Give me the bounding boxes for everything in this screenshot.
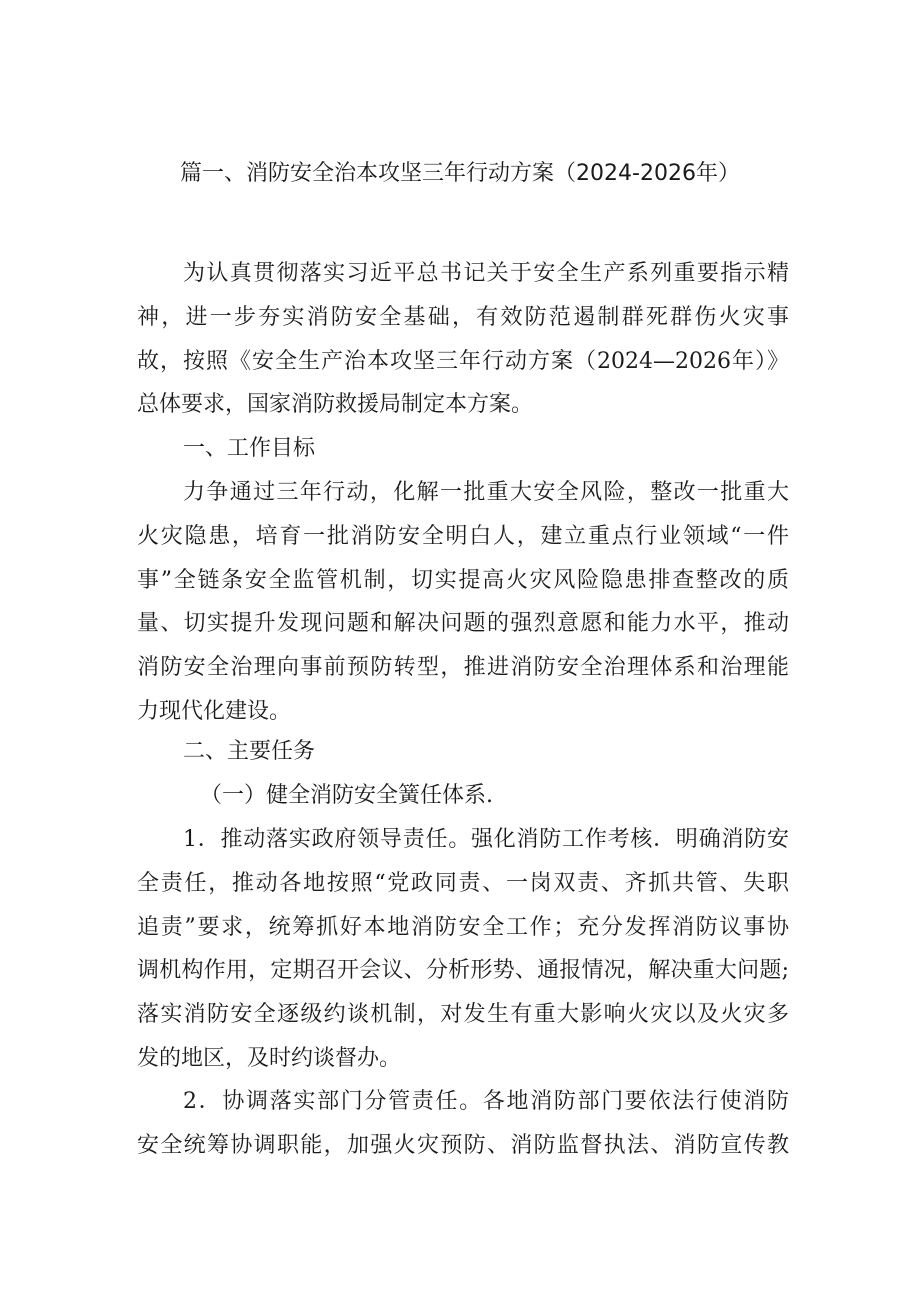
goals-paragraph [137, 471, 789, 734]
intro-line: 总体要求，国家消防救援局制定本方案。 [137, 392, 534, 418]
intro-line: 为认真贯彻落实习近平总书记关于安全生产系列重要指示精 [183, 261, 789, 286]
goals-line: 事”全链条安全监管机制，切实提高火灾风险隐患排查整改的质 [137, 567, 789, 593]
item2-line: 2．协调落实部门分管责任。各地消防部门要依法行使消防 [183, 1089, 789, 1114]
item1-line: 发的地区，及时约谈督办。 [137, 1045, 402, 1071]
item1-line: 全责任，推动各地按照“党政同责、一岗双责、齐抓共管、失职 [137, 870, 789, 896]
goals-line: 量、切实提升发现问题和解决问题的强烈意愿和能力水平，推动 [137, 611, 789, 637]
subsection-heading-responsibility: （一）健全消防安全簧任体系. [200, 783, 493, 808]
item2-line: 安全统筹协调职能，加强火灾预防、消防监督执法、消防宣传教 [137, 1132, 789, 1158]
goals-line: 力现代化建设。 [137, 698, 292, 724]
item1-line: 1．推动落实政府领导责任。强化消防工作考核．明确消防安 [183, 827, 789, 852]
intro-line: 故，按照《安全生产治本攻坚三年行动方案（2024—2026年）》 [137, 348, 789, 374]
document-title: 篇一、消防安全治本攻坚三年行动方案（2024-2026年） [180, 161, 740, 186]
goals-line: 力争通过三年行动，化解一批重大安全风险，整改一批重大 [183, 480, 789, 505]
intro-paragraph [137, 252, 789, 427]
item1-line: 落实消防安全逐级约谈机制，对发生有重大影响火灾以及火灾多 [137, 1002, 789, 1028]
goals-line: 消防安全治理向事前预防转型，推进消防安全治理体系和治理能 [137, 655, 789, 681]
item1-paragraph [137, 818, 789, 1081]
item1-line: 追责”要求，统筹抓好本地消防安全工作；充分发挥消防议事协 [137, 914, 789, 940]
goals-line: 火灾隐患，培育一批消防安全明白人，建立重点行业领域“一件 [137, 523, 789, 549]
section-heading-goals: 一、工作目标 [183, 436, 316, 461]
item1-line: 调机构作用，定期召开会议、分析形势、通报情况，解决重大问题; [137, 958, 789, 984]
section-heading-tasks: 二、主要任务 [183, 739, 316, 764]
item2-paragraph [137, 1080, 789, 1168]
intro-line: 神，进一步夯实消防安全基础，有效防范遏制群死群伤火灾事 [137, 304, 789, 330]
